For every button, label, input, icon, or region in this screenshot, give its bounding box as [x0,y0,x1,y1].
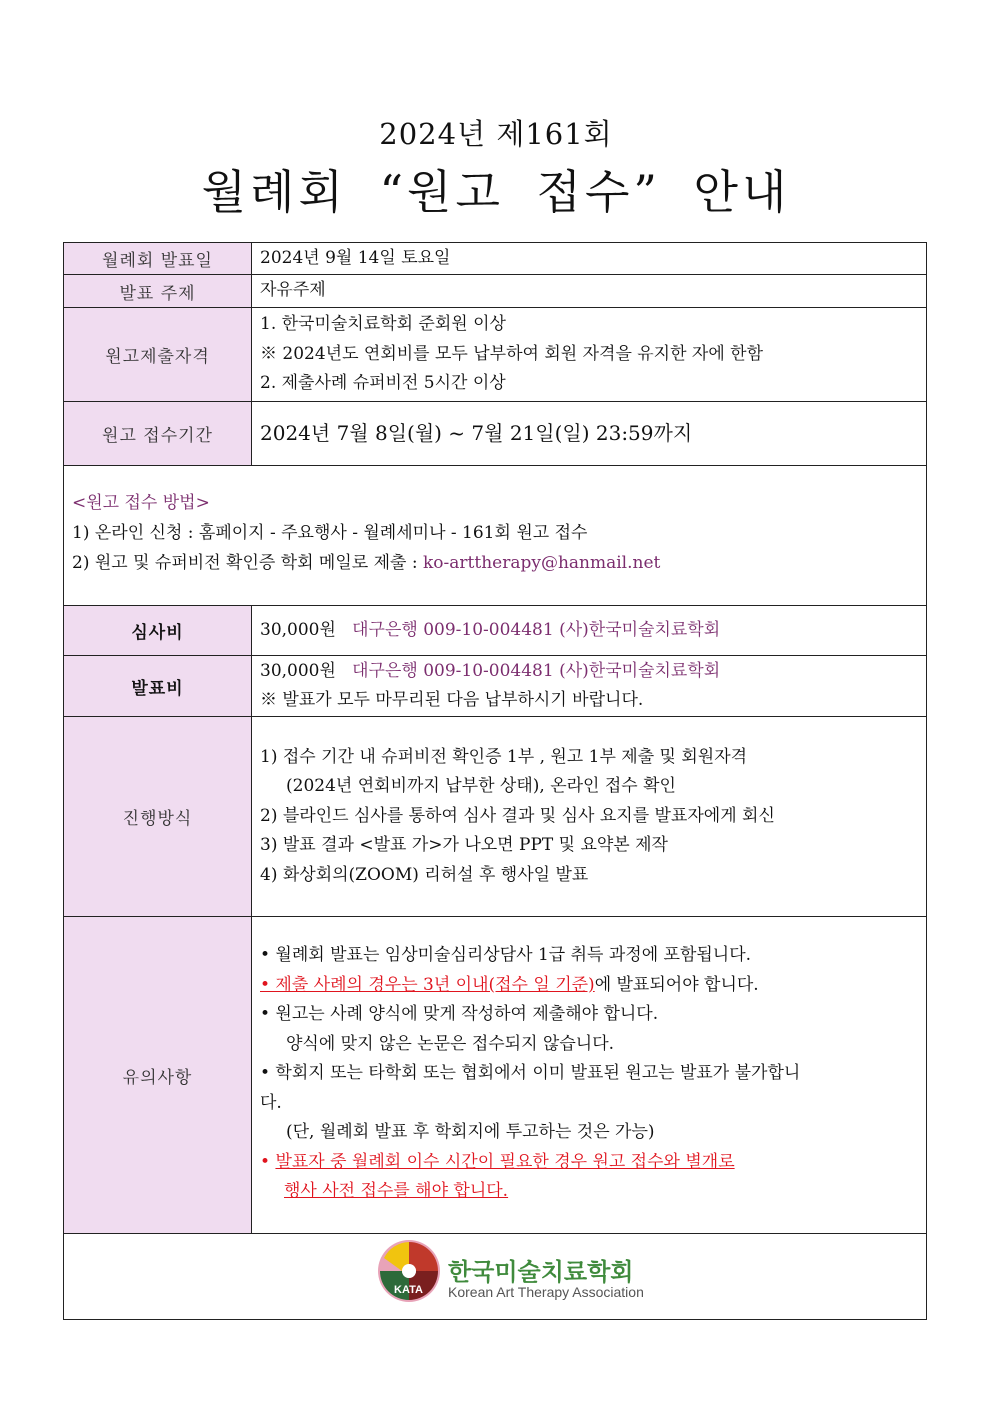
caution-line: • 월례회 발표는 임상미술심리상담사 1급 취득 과정에 포함됩니다. [260,945,752,965]
present-fee-note: ※ 발표가 모두 마무리된 다음 납부하시기 바랍니다. [260,690,644,710]
label-date: 월례회 발표일 [64,243,252,274]
row-period [64,402,926,466]
row-process [64,717,926,917]
value-date: 2024년 9월 14일 토요일 [260,247,451,268]
present-fee-account: 대구은행 009-10-004481 (사)한국미술치료학회 [352,660,721,681]
label-present-fee: 발표비 [64,656,252,716]
label-period: 원고 접수기간 [64,402,252,465]
method-heading: <원고 접수 방법> [72,493,210,513]
row-caution [64,917,926,1234]
eligibility-line: 2. 제출사례 슈퍼비전 5시간 이상 [260,373,506,394]
eligibility-line: ※ 2024년도 연회비를 모두 납부하여 회원 자격을 유지한 자에 한함 [260,343,764,364]
caution-line-red: • 제출 사례의 경우는 3년 이내(접수 일 기준) [260,974,595,995]
caution-line-red: 행사 사전 접수를 해야 합니다. [284,1181,509,1201]
logo-name-en: Korean Art Therapy Association [448,1284,644,1300]
caution-line: • 원고는 사례 양식에 맞게 작성하여 제출해야 합니다. [260,1004,659,1024]
row-present-fee [64,656,926,717]
label-eligibility: 원고제출자격 [64,308,252,401]
logo-abbr: KATA [394,1284,423,1296]
process-line: 1) 접수 기간 내 슈퍼비전 확인증 1부 , 원고 1부 제출 및 회원자격 [260,746,748,767]
row-topic [64,275,926,308]
caution-bullet: • [260,1151,276,1172]
association-logo [376,1234,644,1320]
method-line-online: 1) 온라인 신청 : 홈페이지 - 주요행사 - 월례세미나 - 161회 원고 접수 [72,523,588,543]
row-eligibility [64,308,926,402]
value-topic: 자유주제 [260,280,326,301]
caution-line: 에 발표되어야 합니다. [594,974,759,995]
label-process: 진행방식 [64,717,252,916]
row-method [64,466,926,606]
info-table [63,242,927,1320]
row-date [64,243,926,275]
process-line: 2) 블라인드 심사를 통하여 심사 결과 및 심사 요지를 발표자에게 회신 [260,805,775,826]
caution-line: 양식에 맞지 않은 논문은 접수되지 않습니다. [286,1033,615,1054]
caution-line: (단, 월례회 발표 후 학회지에 투고하는 것은 가능) [286,1122,655,1142]
row-review-fee [64,606,926,656]
label-caution: 유의사항 [64,917,252,1233]
caution-line: 다. [260,1092,282,1113]
email-link[interactable]: ko-arttherapy@hanmail.net [422,553,661,573]
eligibility-line: 1. 한국미술치료학회 준회원 이상 [260,314,506,335]
logo-name-ko: 한국미술치료학회 [448,1259,634,1286]
method-line-email: 2) 원고 및 슈퍼비전 확인증 학회 메일로 제출 : [72,553,423,573]
process-line: 3) 발표 결과 <발표 가>가 나오면 PPT 및 요약본 제작 [260,835,668,856]
value-period: 2024년 7월 8일(월) ~ 7월 21일(일) 23:59까지 [260,420,693,445]
process-line: (2024년 연회비까지 납부한 상태), 온라인 접수 확인 [286,776,676,797]
document-subtitle: 2024년 제161회 [379,117,613,151]
row-logo [64,1234,926,1319]
label-review-fee: 심사비 [64,606,252,655]
document-title: 월례회 “원고 접수” 안내 [201,165,791,219]
process-line: 4) 화상회의(ZOOM) 리허설 후 행사일 발표 [260,864,589,885]
review-fee-amount: 30,000원 [260,619,336,640]
review-fee-account: 대구은행 009-10-004481 (사)한국미술치료학회 [352,619,721,640]
caution-line: • 학회지 또는 타학회 또는 협회에서 이미 발표된 원고는 발표가 불가합니 [260,1063,801,1083]
caution-line-red: 발표자 중 월례회 이수 시간이 필요한 경우 원고 접수와 별개로 [275,1151,735,1172]
present-fee-amount: 30,000원 [260,660,336,681]
label-topic: 발표 주제 [64,275,252,307]
